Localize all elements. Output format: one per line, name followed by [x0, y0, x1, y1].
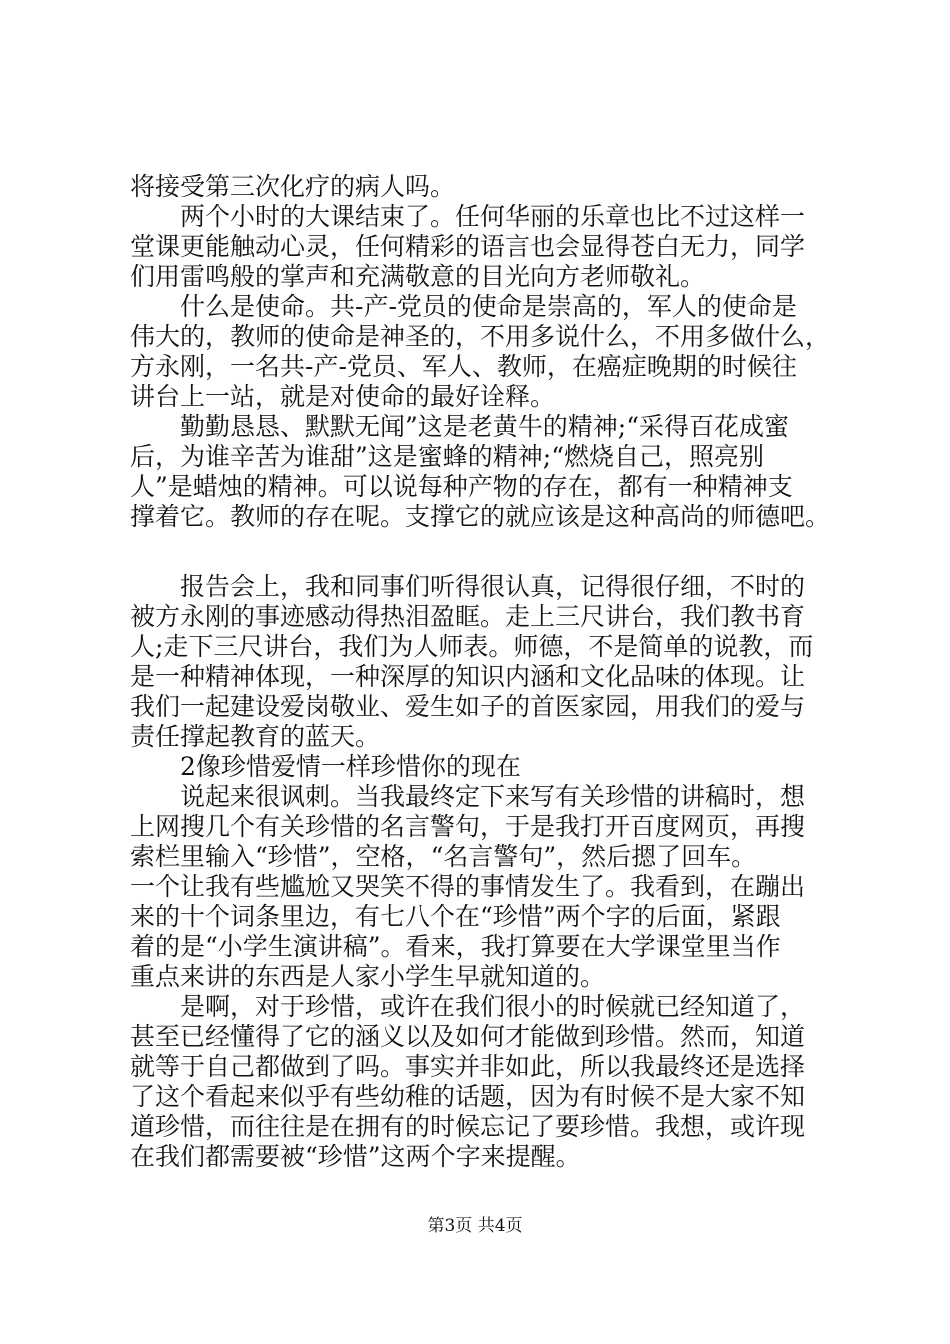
- text-line: 方永刚，一名共-产-党员、军人、教师，在癌症晚期的时候往: [130, 352, 797, 381]
- text-line: 在我们都需要被“珍惜”这两个字来提醒。: [130, 1142, 581, 1171]
- text-line: 是一种精神体现，一种深厚的知识内涵和文化品味的体现。让: [130, 662, 806, 691]
- text-line: 堂课更能触动心灵，任何精彩的语言也会显得苍白无力，同学: [130, 232, 806, 261]
- text-line: 一个让我有些尴尬又哭笑不得的事情发生了。我看到，在蹦出: [130, 872, 806, 901]
- text-line: 将接受第三次化疗的病人吗。: [130, 172, 456, 201]
- text-line: 责任撑起教育的蓝天。: [130, 722, 381, 751]
- page-footer: 第3页 共4页: [427, 1216, 523, 1236]
- text-line: 们用雷鸣般的掌声和充满敬意的目光向方老师敬礼。: [130, 262, 706, 291]
- paragraph-gap: [130, 532, 845, 572]
- text-line: 我们一起建设爱岗敬业、爱生如子的首医家园，用我们的爱与: [130, 692, 806, 721]
- section-heading: 2像珍惜爱情一样珍惜你的现在: [130, 752, 521, 781]
- text-line: 甚至已经懂得了它的涵义以及如何才能做到珍惜。然而，知道: [130, 1022, 806, 1051]
- text-line: 是啊，对于珍惜，或许在我们很小的时候就已经知道了，: [130, 992, 806, 1021]
- document-body: [130, 172, 845, 1172]
- text-line: 索栏里输入“珍惜”，空格，“名言警句”，然后摁了回车。: [130, 842, 757, 871]
- text-line: 勤勤恳恳、默默无闻”这是老黄牛的精神;“采得百花成蜜: [130, 412, 789, 441]
- text-line: 来的十个词条里边，有七八个在“珍惜”两个字的后面，紧跟: [130, 902, 781, 931]
- text-line: 后，为谁辛苦为谁甜”这是蜜蜂的精神;“燃烧自己，照亮别: [130, 442, 764, 471]
- text-line: 说起来很讽刺。当我最终定下来写有关珍惜的讲稿时，想: [130, 782, 806, 811]
- text-line: 撑着它。教师的存在呢。支撑它的就应该是这种高尚的师德吧。: [130, 502, 831, 531]
- text-line: 就等于自己都做到了吗。事实并非如此，所以我最终还是选择: [130, 1052, 806, 1081]
- text-line: 被方永刚的事迹感动得热泪盈眶。走上三尺讲台，我们教书育: [130, 602, 806, 631]
- text-line: 两个小时的大课结束了。任何华丽的乐章也比不过这样一: [130, 202, 806, 231]
- text-line: 着的是“小学生演讲稿”。看来，我打算要在大学课堂里当作: [130, 932, 781, 961]
- text-line: 报告会上，我和同事们听得很认真，记得很仔细，不时的: [130, 572, 806, 601]
- text-line: 人”是蜡烛的精神。可以说每种产物的存在，都有一种精神支: [130, 472, 793, 501]
- text-line: 了这个看起来似乎有些幼稚的话题，因为有时候不是大家不知: [130, 1082, 806, 1111]
- text-line: 伟大的，教师的使命是神圣的，不用多说什么，不用多做什么，: [130, 322, 831, 351]
- text-line: 重点来讲的东西是人家小学生早就知道的。: [130, 962, 606, 991]
- text-line: 讲台上一站，就是对使命的最好诠释。: [130, 382, 556, 411]
- text-line: 什么是使命。共-产-党员的使命是崇高的，军人的使命是: [130, 292, 797, 321]
- text-line: 上网搜几个有关珍惜的名言警句，于是我打开百度网页，再搜: [130, 812, 806, 841]
- text-line: 道珍惜，而往往是在拥有的时候忘记了要珍惜。我想，或许现: [130, 1112, 806, 1141]
- text-line: 人;走下三尺讲台，我们为人师表。师德，不是简单的说教，而: [130, 632, 814, 661]
